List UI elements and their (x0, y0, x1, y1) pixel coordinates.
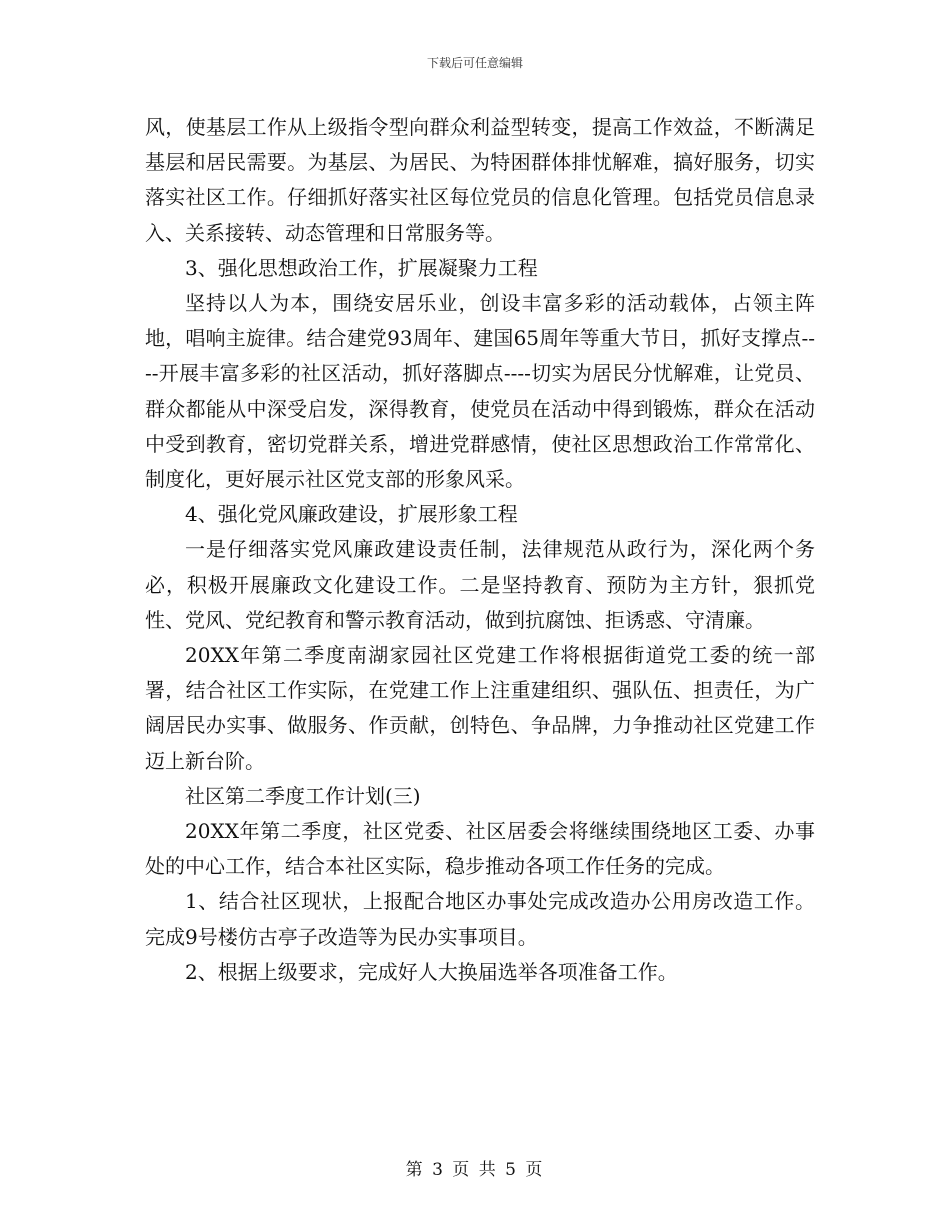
paragraph: 20XX年第二季度，社区党委、社区居委会将继续围绕地区工委、办事处的中心工作，结合本社区实际，稳步推动各项工作任务的完成。 (145, 819, 815, 879)
paragraph: 20XX年第二季度南湖家园社区党建工作将根据街道党工委的统一部署，结合社区工作实际，在党建工作上注重建组织、强队伍、担责任，为广阔居民办实事、做服务、作贡献，创特色、争品牌，力争推动社区党建工作迈上新台阶。 (145, 643, 815, 773)
document-body (145, 110, 815, 990)
paragraph: 风，使基层工作从上级指令型向群众利益型转变，提高工作效益，不断满足基层和居民需要。为基层、为居民、为特困群体排忧解难，搞好服务，切实落实社区工作。仔细抓好落实社区每位党员的信息化管理。包括党员信息录入、关系接转、动态管理和日常服务等。 (145, 115, 815, 245)
paragraph: 坚持以人为本，围绕安居乐业，创设丰富多彩的活动载体，占领主阵地，唱响主旋律。结合建党93周年、建国65周年等重大节日，抓好支撑点----开展丰富多彩的社区活动，抓好落脚点----切实为居民分忧解难，让党员、群众都能从中深受启发，深得教育，使党员在活动中得到锻炼，群众在活动中受到教育，密切党群关系，增进党群感情，使社区思想政治工作常常化、制度化，更好展示社区党支部的形象风采。 (145, 291, 815, 492)
section-heading: 4、强化党风廉政建设，扩展形象工程 (185, 502, 518, 527)
paragraph: 2、根据上级要求，完成好人大换届选举各项准备工作。 (185, 959, 678, 984)
paragraph: 1、结合社区现状，上报配合地区办事处完成改造办公用房改造工作。完成9号楼仿古亭子改造等为民办实事项目。 (145, 889, 815, 949)
paragraph: 一是仔细落实党风廉政建设责任制，法律规范从政行为，深化两个务必，积极开展廉政文化建设工作。二是坚持教育、预防为主方针，狠抓党性、党风、党纪教育和警示教育活动，做到抗腐蚀、拒诱惑、守清廉。 (145, 537, 815, 632)
page-number: 第 3 页 共 5 页 (405, 1160, 545, 1180)
section-heading: 社区第二季度工作计划(三) (185, 783, 421, 808)
page-header-note: 下载后可任意编辑 (426, 56, 523, 70)
section-heading: 3、强化思想政治工作，扩展凝聚力工程 (185, 255, 538, 280)
